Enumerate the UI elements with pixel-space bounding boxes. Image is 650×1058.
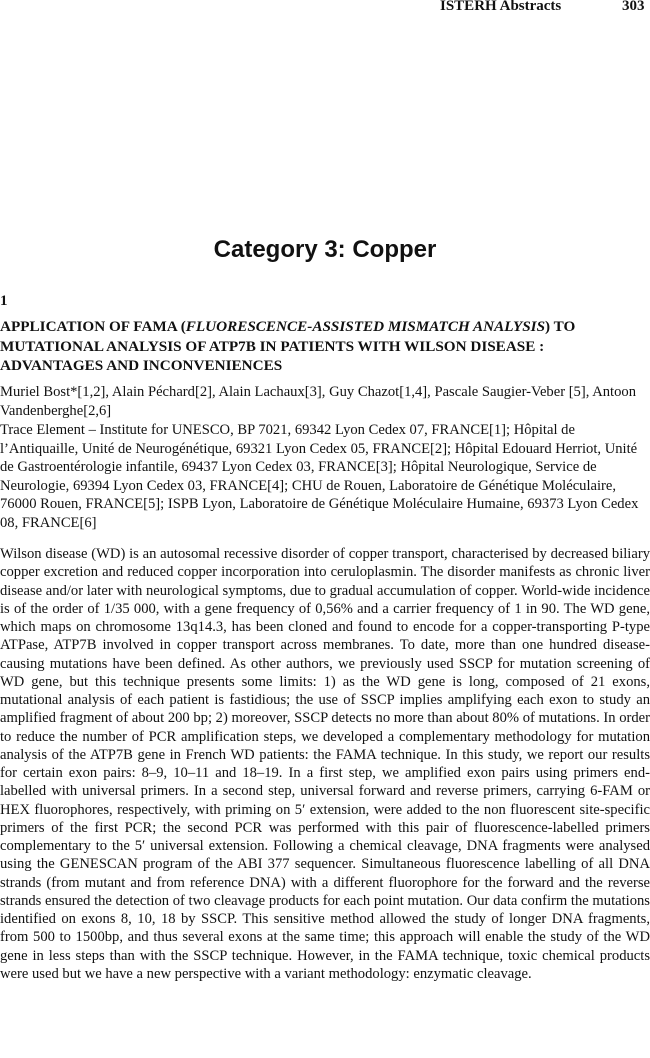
title-part-1: APPLICATION OF FAMA (: [0, 318, 186, 335]
abstract-body: Wilson disease (WD) is an autosomal recessive disorder of copper transport, characterised by decreased biliary copper excretion and reduced copper incorporation into ceruloplasmin. The disorder manifests as chronic liver disease and/or later with neurological symptoms, due to gradual accumulation of copper. World-wide incidence is of the order of 1/35 000, with a gene frequency of 0,56% and a carrier frequency of 1 in 90. The WD gene, which maps on chromosome 13q14.3, has been cloned and found to encode for a copper-transporting P-type ATPase, ATP7B involved in copper transport across membranes. To date, more than one hundred disease-causing mutations have been defined. As other authors, we previously used SSCP for mutation screening of WD gene, but this technique presents some limits: 1) as the WD gene is long, composed of 21 exons, mutational analysis of each patient is fastidious; the use of SSCP implies amplifying each exon to study an amplified fragment of about 200 bp; 2) moreover, SSCP detects no more than about 80% of mutations. In order to reduce the number of PCR amplification steps, we developed a complementary methodology for mutation analysis of the ATP7B gene in French WD patients: the FAMA technique. In this study, we report our results for certain exon pairs: 8–9, 10–11 and 18–19. In a first step, we amplified exon pairs using primers end-labelled with universal primers. In a second step, universal forward and reverse primers, carrying 6-FAM or HEX fluorophores, respectively, with priming on 5′ extension, were added to the non fluorescent site-specific primers of the first PCR; the second PCR was performed with this pair of fluorescence-labelled primers complementary to the 5′ universal extension. Following a chemical cleavage, DNA fragments were analysed using the GENESCAN program of the ABI 377 sequencer. Simultaneous fluorescence labelling of all DNA strands (from mutant and from reference DNA) with a different fluorophore for the forward and the reverse strands ensured the detection of two cleavage products for each point mutation. Our data confirm the mutations identified on exons 8, 10, 18 by SSCP. This sensitive method allowed the study of longer DNA fragments, from 500 to 1500bp, and thus several exons at the same time; this approach will enable the study of the WD gene in less steps than with the SSCP technique. However, in the FAMA technique, toxic chemical products were used but we have a new perspective with a variant methodology: enzymatic cleavage.: [0, 546, 650, 982]
authors: Muriel Bost*[1,2], Alain Péchard[2], Alain Lachaux[3], Guy Chazot[1,4], Pascale Saugier-Veber [5], Antoon Vandenberghe[2,6]: [0, 384, 636, 419]
category-heading: Category 3: Copper: [213, 236, 437, 263]
page-number: 303: [622, 0, 645, 14]
affiliations: Trace Element – Institute for UNESCO, BP 7021, 69342 Lyon Cedex 07, FRANCE[1]; Hôpital de l’Antiquaille, Unité de Neurogénétique, 69321 Lyon Cedex 05, FRANCE[2]; Hôpital Edouard Herriot, Unité de Gastroentérologie infantile, 69437 Lyon Cedex 03, FRANCE[3]; Hôpital Neurologique, Service de Neurologie, 69394 Lyon Cedex 03, FRANCE[4]; CHU de Rouen, Laboratoire de Génétique Moléculaire, 76000 Rouen, FRANCE[5]; ISPB Lyon, Laboratoire de Génétique Moléculaire Humaine, 69373 Lyon Cedex 08, FRANCE[6]: [0, 422, 639, 531]
running-header: [0, 0, 650, 18]
title-italic: FLUORESCENCE-ASSISTED MISMATCH ANALYSIS: [185, 318, 546, 335]
journal-title: ISTERH Abstracts: [440, 0, 562, 14]
abstract-title: [0, 317, 650, 376]
abstract-number: 1: [0, 293, 8, 309]
title-part-2: ) TO MUTATIONAL ANALYSIS OF ATP7B IN PATIENTS WITH WILSON DISEASE : ADVANTAGES AND INCONVENIENCES: [0, 318, 576, 374]
